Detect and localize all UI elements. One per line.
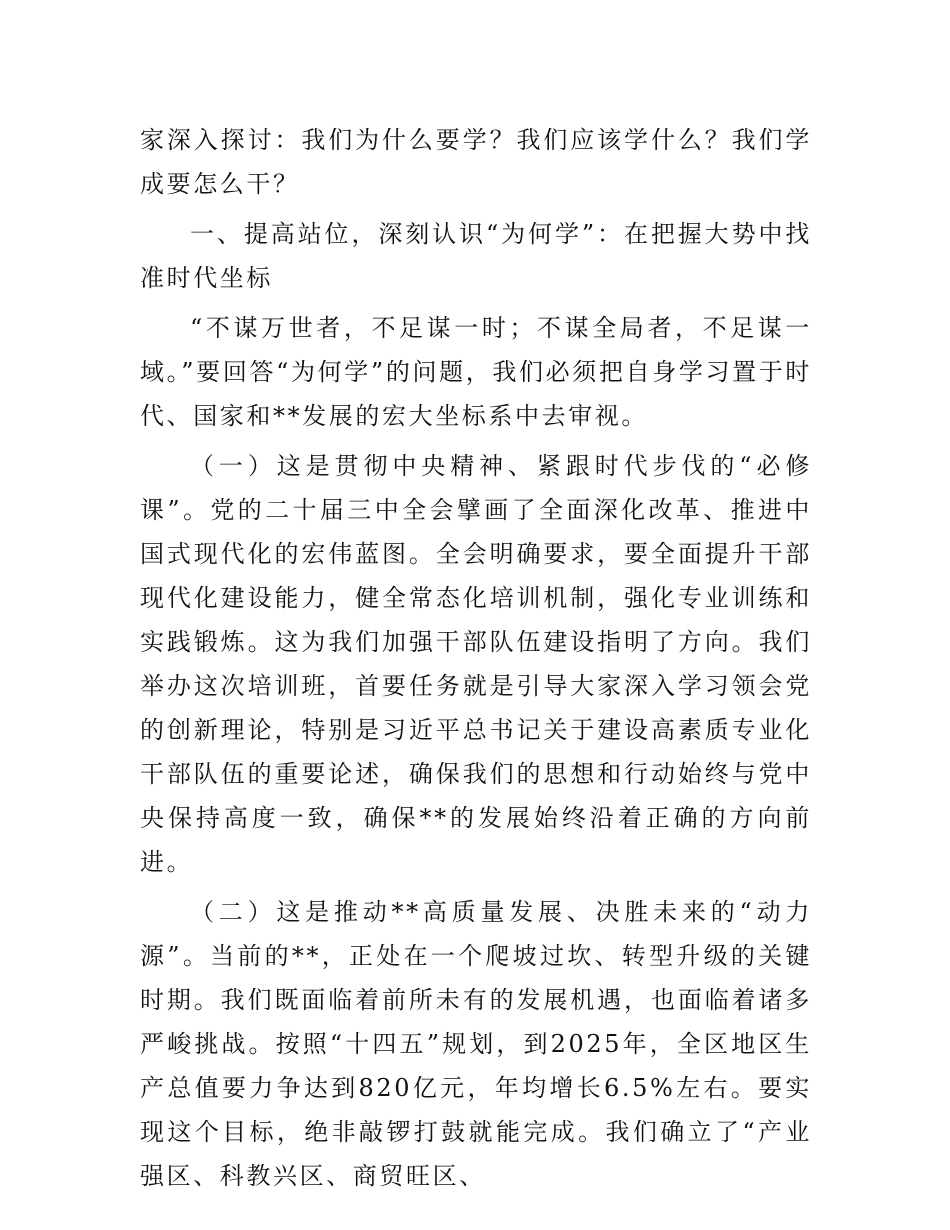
paragraph-point-1: （一）这是贯彻中央精神、紧跟时代步伐的“必修课”。党的二十届三中全会擘画了全面深化改革、推进中国式现代化的宏伟蓝图。全会明确要求，要全面提升干部现代化建设能力，健全常态化培训机制，强化专业训练和实践锻炼。这为我们加强干部队伍建设指明了方向。我们举办这次培训班，首要任务就是引导大家深入学习领会党的创新理论，特别是习近平总书记关于建设高素质专业化干部队伍的重要论述，确保我们的思想和行动始终与党中央保持高度一致，确保**的发展始终沿着正确的方向前进。 [140,452,812,876]
section-heading: 一、提高站位，深刻认识“为何学”：在把握大势中找准时代坐标 [140,220,812,292]
paragraph-continuation: 家深入探讨：我们为什么要学？我们应该学什么？我们学成要怎么干？ [140,126,812,198]
paragraph-point-2: （二）这是推动**高质量发展、决胜未来的“动力源”。当前的**，正处在一个爬坡过坎、转型升级的关键时期。我们既面临着前所未有的发展机遇，也面临着诸多严峻挑战。按照“十四五”规划，到2025年，全区地区生产总值要力争达到820亿元，年均增长6.5%左右。要实现这个目标，绝非敲锣打鼓就能完成。我们确立了“产业强区、科教兴区、商贸旺区、 [140,898,812,1190]
paragraph-quote: “不谋万世者，不足谋一时；不谋全局者，不足谋一域。”要回答“为何学”的问题，我们必须把自身学习置于时代、国家和**发展的宏大坐标系中去审视。 [140,314,812,430]
document-body [140,118,812,1204]
